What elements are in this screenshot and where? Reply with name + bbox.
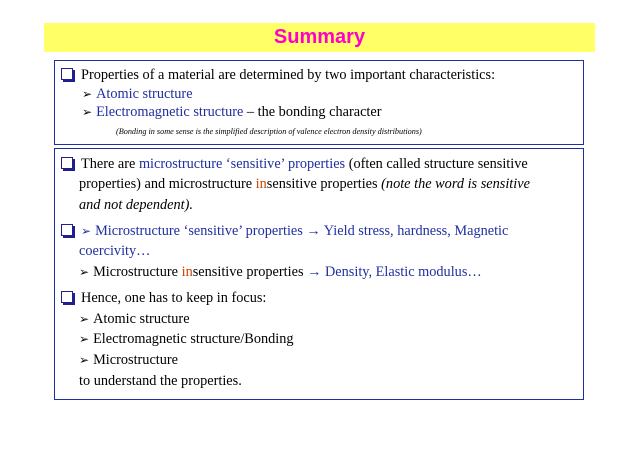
paragraph-4-intro: Hence, one has to keep in focus: [61,289,266,307]
title-bar [44,23,595,52]
arrowhead-icon: ➢ [79,312,90,326]
checkbox-square-icon [61,224,73,236]
electromagnetic-structure-line: ➢ Electromagnetic structure – the bonding character [82,104,382,120]
arrowhead-icon: ➢ [82,87,93,101]
arrowhead-icon: ➢ [79,265,90,279]
paragraph-3-line: ➢ Microstructure insensitive properties → Density, Elastic modulus… [79,264,482,280]
focus-item-atomic: ➢ Atomic structure [79,311,190,327]
bonding-note: (Bonding in some sense is the simplified description of valence electron density distributions) [116,127,422,136]
atomic-structure-line: ➢ Atomic structure [82,86,193,102]
focus-item-bonding: ➢ Electromagnetic structure/Bonding [79,331,294,347]
paragraph-2-line-1: ➢ Microstructure ‘sensitive’ properties → Yield stress, hardness, Magnetic [61,222,508,240]
paragraph-1-line-2: properties) and microstructure insensitive properties (note the word is sensitive [79,176,530,192]
focus-item-microstructure: ➢ Microstructure [79,352,179,368]
intro-line: Properties of a material are determined by two important characteristics: [61,66,495,84]
arrowhead-icon: ➢ [81,224,92,238]
paragraph-1-line-3: and not dependent). [79,197,193,213]
arrowhead-icon: ➢ [79,353,90,367]
paragraph-1-line-1: There are microstructure ‘sensitive’ properties (often called structure sensitive [61,155,528,173]
checkbox-square-icon [61,157,73,169]
paragraph-2-line-2: coercivity… [79,243,151,259]
page-title: Summary [273,26,366,48]
checkbox-square-icon [61,68,73,80]
conclusion-line: to understand the properties. [79,373,242,389]
arrowhead-icon: ➢ [82,105,93,119]
arrowhead-icon: ➢ [79,332,90,346]
checkbox-square-icon [61,291,73,303]
